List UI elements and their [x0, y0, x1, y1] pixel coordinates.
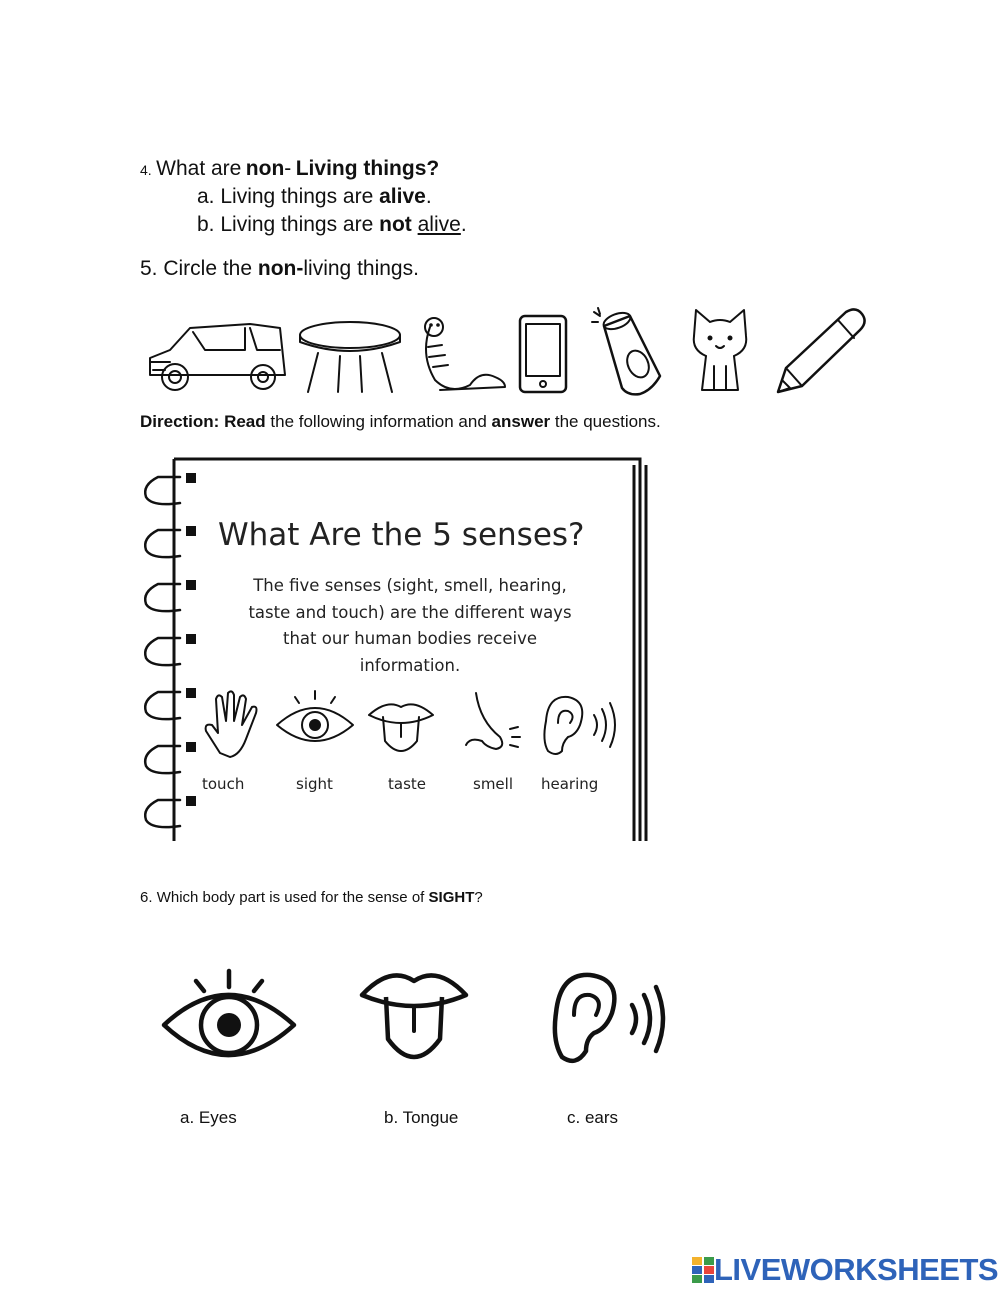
- description-line: that our human bodies receive: [282, 629, 538, 648]
- notebook-description: [200, 573, 620, 679]
- question-6: [140, 889, 483, 906]
- sense-label-hearing: hearing: [541, 775, 599, 793]
- question-text-bold: SIGHT: [428, 889, 475, 906]
- direction-end: the questions.: [554, 412, 661, 431]
- description-line: information.: [359, 655, 461, 675]
- q5-image-row: [140, 300, 875, 400]
- tongue-icon: [369, 704, 433, 751]
- direction-answer: answer: [491, 412, 551, 431]
- phone-icon[interactable]: [520, 316, 566, 392]
- question-dash: -: [284, 157, 292, 180]
- option-b-underlined: alive: [417, 213, 461, 236]
- cat-icon[interactable]: [694, 310, 747, 390]
- question-4: [140, 157, 439, 181]
- sense-label-touch: touch: [202, 775, 245, 793]
- option-a-bold: alive: [379, 185, 426, 208]
- direction-text: the following information and: [270, 412, 487, 431]
- question-text-bold: non-: [257, 257, 304, 280]
- eye-icon[interactable]: [164, 971, 294, 1055]
- notebook-title: What Are the 5 senses?: [218, 517, 585, 553]
- hand-icon: [206, 691, 257, 757]
- direction-line: [140, 412, 661, 432]
- option-b-bold: not: [379, 213, 412, 236]
- question-number: 4.: [140, 162, 152, 178]
- tongue-icon[interactable]: [362, 975, 466, 1057]
- eye-icon: [277, 691, 353, 741]
- option-b-text: b. Living things are: [197, 213, 374, 236]
- liveworksheets-logo: [692, 1252, 998, 1288]
- option-a[interactable]: [197, 185, 432, 209]
- option-b[interactable]: [197, 213, 467, 237]
- answer-option-c[interactable]: c. ears: [567, 1108, 619, 1127]
- ear-icon[interactable]: [555, 975, 663, 1061]
- sense-label-smell: smell: [473, 775, 513, 793]
- direction-read: Read: [224, 412, 266, 431]
- sense-label-sight: sight: [296, 775, 333, 793]
- option-a-suffix: .: [425, 185, 432, 208]
- question-text-prefix: What are: [156, 157, 242, 180]
- sense-label-taste: taste: [388, 775, 426, 793]
- answer-option-a[interactable]: a. Eyes: [180, 1108, 237, 1127]
- table-icon[interactable]: [300, 322, 400, 392]
- option-b-suffix: .: [460, 213, 467, 236]
- question-5: [140, 257, 419, 281]
- question-text-prefix: 5. Circle the: [140, 257, 253, 280]
- description-line: The five senses (sight, smell, hearing,: [253, 576, 567, 595]
- description-line: taste and touch) are the different ways: [248, 602, 572, 622]
- pencil-icon[interactable]: [778, 309, 865, 392]
- five-senses-notebook: [140, 455, 655, 845]
- can-icon[interactable]: [592, 308, 660, 394]
- ear-icon: [544, 697, 615, 754]
- answer-option-b[interactable]: b. Tongue: [384, 1108, 459, 1127]
- question-text-bold: Living things?: [295, 157, 440, 180]
- logo-text: LIVEWORKSHEETS: [714, 1252, 999, 1287]
- question-text-bold: non: [245, 157, 285, 180]
- question-text-suffix: living things.: [303, 257, 419, 280]
- worm-icon[interactable]: [425, 318, 505, 390]
- q6-icons: [160, 965, 670, 1065]
- question-number: 6.: [140, 889, 153, 906]
- option-a-text: a. Living things are: [197, 185, 374, 208]
- direction-label: Direction:: [140, 412, 220, 431]
- spiral-rings: [145, 473, 196, 827]
- nose-icon: [466, 693, 520, 749]
- logo-icon: [692, 1257, 714, 1283]
- car-icon[interactable]: [150, 324, 285, 390]
- question-text-prefix: Which body part is used for the sense of: [156, 889, 425, 906]
- question-text-suffix: ?: [474, 889, 483, 906]
